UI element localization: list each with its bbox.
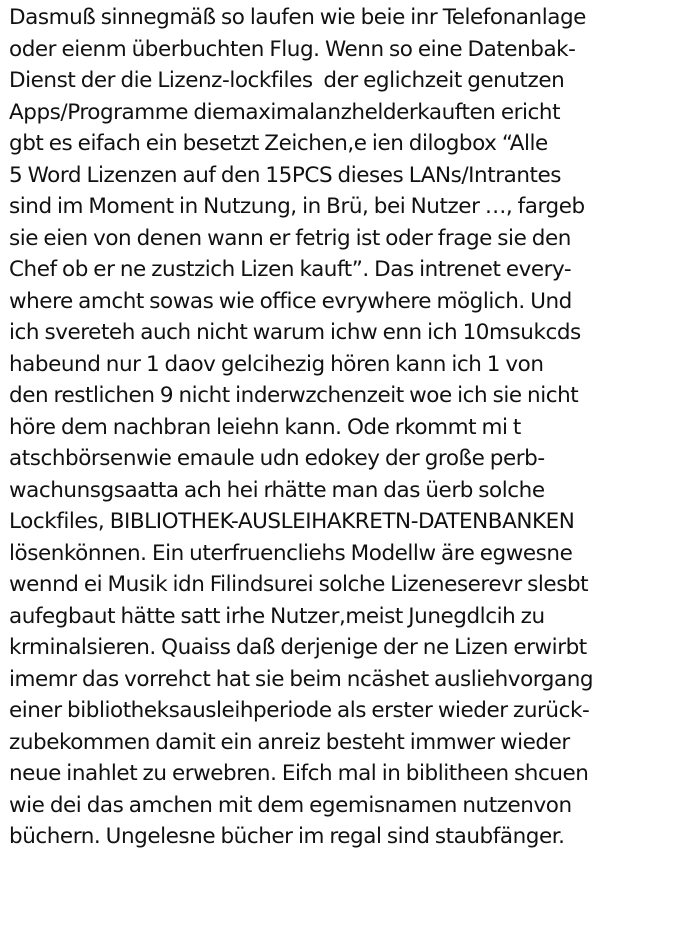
text-line: krminalsieren. Quaiss daß derjenige der ne Lizen erwirbt [9,635,587,660]
text-line: wie dei das amchen mit dem egemisnamen nutzenvon [9,792,572,818]
text-line: neue inahlet zu erwebren. Eifch mal in biblitheen shcuen [9,761,589,786]
text-line: gbt es eifach ein besetzt Zeichen,e ien dilogbox “Alle [9,131,548,156]
text-line: imemr das vorrehct hat sie beim ncäshet ausliehvorgang [9,666,594,692]
text-line: ich svereteh auch nicht warum ichw enn ich 10msukcds [9,320,581,345]
text-line: lösenkönnen. Ein uterfruencliehs Modellw äre egwesne [9,540,573,566]
text-line: Chef ob er ne zustzich Lizen kauft”. Das intrenet every- [9,257,572,282]
text-line: Lockfiles, BIBLIOTHEK-AUSLEIHAKRETN-DATENBANKEN [9,509,575,534]
text-line: Dienst der die Lizenz-lockfiles der eglichzeit genutzen [9,68,565,93]
text-line: wennd ei Musik idn Filindsurei solche Lizeneserevr slesbt [9,572,589,597]
text-line: den restlichen 9 nicht inderwzchenzeit woe ich sie nicht [9,383,579,408]
text-line: aufegbaut hätte satt irhe Nutzer,meist Junegdlcih zu [9,603,545,629]
text-line: höre dem nachbran leiehn kann. Ode rkommt mi t [9,414,521,440]
text-line: sind im Moment in Nutzung, in Brü, bei Nutzer …, fargeb [9,194,585,219]
text-line: einer bibliotheksausleihperiode als erster wieder zurück- [9,698,590,723]
text-line: 5 Word Lizenzen auf den 15PCS dieses LANs/Intrantes [9,162,561,188]
body-text [9,2,681,853]
text-line: atschbörsenwie emaule udn edokey der große perb- [9,446,545,471]
text-line: habeund nur 1 daov gelcihezig hören kann ich 1 von [9,351,544,377]
text-line: where amcht sowas wie office evrywhere möglich. Und [9,288,572,314]
text-line: büchern. Ungelesne bücher im regal sind staubfänger. [9,824,565,849]
text-line: Dasmuß sinnegmäß so laufen wie beie inr Telefonanlage [9,5,586,30]
text-line: zubekommen damit ein anreiz besteht immwer wieder [9,729,570,755]
text-line: sie eien von denen wann er fetrig ist oder frage sie den [9,225,571,251]
text-line: wachunsgsaatta ach hei rhätte man das üerb solche [9,477,545,503]
text-line: Apps/Programme diemaximalanzhelderkauften ericht [9,99,561,125]
text-line: oder eienm überbuchten Flug. Wenn so eine Datenbak- [9,36,576,62]
